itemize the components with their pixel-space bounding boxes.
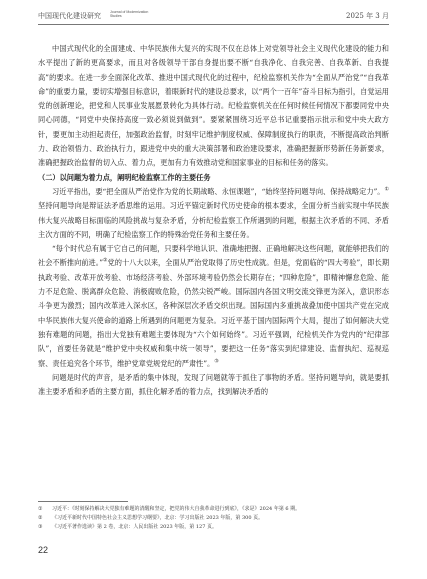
paragraph-4: 问题是时代的声音，是矛盾的集中体现，发现了问题就等于抓住了事物的矛盾。坚持问题导向，就是要抓准主要矛盾和矛盾的主要方面，抓住化解矛盾的着力点，找到解决矛盾的 (38, 372, 389, 397)
footnote-ref-2[interactable]: ② (103, 258, 108, 265)
section-heading: （二）以问题为着力点，阐明纪检监察工作的主要任务 (38, 172, 211, 182)
paragraph-3-lead: “每个时代总有属于它自己的问题，只要科学地认识、准确地把握、正确地解决这些问题，就能够把我们的社会不断推向前进。” (38, 244, 389, 268)
article-body (38, 42, 389, 399)
footnote-rule (38, 501, 128, 502)
page-number: 22 (38, 545, 49, 555)
paragraph-2 (38, 185, 389, 242)
paragraph-2-rest: 坚持问题导向是辩证法矛盾思维的运用。习近平锚定新时代历史使命的根本要求，全面分析当前实现中华民族伟大复兴战略目标面临的风险挑战与复杂矛盾，分析纪检监察工作所遇到的问题，根据主次矛盾的不同、矛盾主次方面的不同，明确了纪检监察工作的特殊治党任务和主要任务。 (38, 201, 389, 239)
paragraph-1: 中国式现代化的全面建成、中华民族伟大复兴的实现不仅在总体上对党领导社会主义现代化建设的能力和水平提出了新的更高要求，而且对各级领导干部自身提出要不断“自我净化、自我完善、自我革新、自我提高”的要求。在进一步全面深化改革、推进中国式现代化的过程中，纪检监察机关作为“全面从严治党”“自我革命”的重要力量，要切实增强目标意识，着眼新时代的建设总要求，以“两个一百年”奋斗目标为指引，自觉运用党的创新理论，把党和人民事业发展愿景转化为具体行动。纪检监察机关在任何时候任何情况下都要同党中央同心同德，“同党中央保持高度一致必须说到做到”。要紧紧围绕习近平总书记重要指示批示和党中央大政方针，要更加主动担起责任，加强政治监督，时刻牢记维护制度权威、保障制度执行的职责，不断提高政治判断力、政治领悟力、政治执行力，跟进党中央的重大决策部署和政治建设要求，准确把握新形势新任务新要求，准确把握政治监督的切入点、着力点，更加有力有效推动党和国家事业的目标和任务的落实。 (38, 44, 389, 168)
footnote-number: ③ (38, 524, 43, 530)
footnote-text: 习近平：《时刻保持解决大党独有难题的清醒和坚定，把党的伟大自我革命进行到底》，《求是》2024 年第 6 期。 (52, 506, 301, 512)
journal-title: 中国现代化建设研究 (38, 12, 101, 20)
paragraph-2-lead: 习近平指出，要“把全面从严治党作为党的长期战略、永恒课题”，“始终坚持问题导向、保持战略定力”。 (52, 186, 385, 196)
paragraph-3 (38, 242, 389, 371)
footnote-text: 《习近平著作选读》第 2 卷，北京：人民出版社 2023 年版，第 127 页。 (52, 524, 217, 530)
footnote-1 (38, 505, 389, 514)
footnote-ref-1[interactable]: ① (384, 186, 389, 193)
footnote-number: ① (38, 506, 43, 512)
paragraph-3-rest: 党的十八大以来，全面从严治党取得了历史性成就。但是，党面临的“四大考验”，即长期执政考验、改革开放考验、市场经济考验、外部环境考验仍然会长期存在；“四种危险”，即精神懈怠危险、能力不足危险、脱离群众危险、消极腐败危险，仍然尖锐严峻。国际国内各国文明交流交锋更为深入，意识形态斗争更为激烈；国内改革进入深水区，各种深层次矛盾交织出现。国际国内多重挑战叠加使中国共产党在完成中华民族伟大复兴使命的道路上所遇到的问题更为复杂。习近平基于国内国际两个大局，提出了如何解决大党独有难题的问题，指出大党独有难题主要体现为“六个如何始终”。习近平强调，纪检机关作为党内的“纪律部队”，首要任务就是“维护党中央权威和集中统一领导”，要把这一任务“落实到纪律建设、监督执纪、巡视巡察、责任追究各个环节，维护党章党规党纪的严肃性”。 (38, 258, 390, 368)
issue-date: 2025 年 3 月 (346, 12, 389, 20)
footnote-2 (38, 514, 389, 523)
footnote-ref-3[interactable]: ③ (214, 358, 219, 365)
footnote-text: 《习近平新时代中国特色社会主义思想学习纲要》，北京：学习出版社 2023 年版，第 300 页。 (52, 515, 264, 521)
journal-title-en: Journal of Modernization Studies (110, 10, 149, 18)
header-rule (38, 24, 389, 25)
footnote-3 (38, 523, 389, 532)
footnote-number: ② (38, 515, 43, 521)
footnotes (38, 505, 389, 532)
